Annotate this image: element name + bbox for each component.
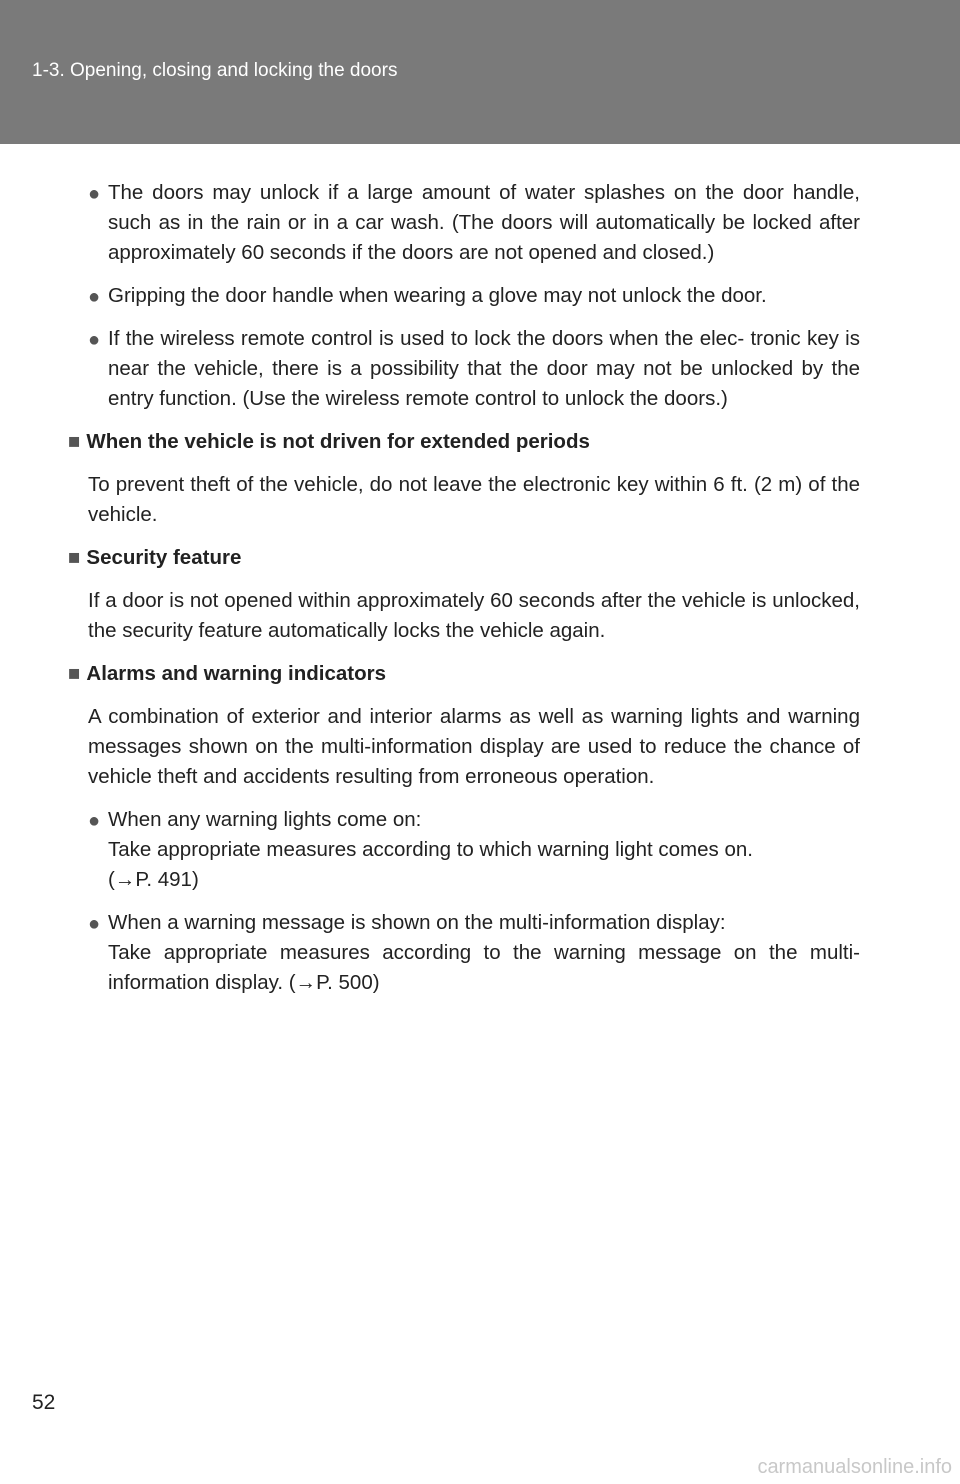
main-content xyxy=(68,178,860,998)
bullet-item xyxy=(88,281,860,311)
section-heading: ■ Alarms and warning indicators xyxy=(68,662,386,685)
bullet-item xyxy=(88,178,860,268)
watermark: carmanualsonline.info xyxy=(757,1456,952,1478)
bullet-text: Take appropriate measures according to which warning light comes on. (→P. 491) xyxy=(108,838,753,891)
bullet-dot-icon: ● xyxy=(88,286,101,308)
section-heading: ■ Security feature xyxy=(68,546,242,569)
section-text: If a door is not opened within approximately 60 seconds after the vehicle is unlocked, the security feature automatically locks the vehicle again. xyxy=(88,589,860,642)
bullet-lead: When any warning lights come on: xyxy=(108,808,422,831)
bullet-text: Take appropriate measures according to the warning message on the multi-information display. (→P. 500) xyxy=(108,941,860,994)
section-text: To prevent theft of the vehicle, do not leave the electronic key within 6 ft. (2 m) of the vehicle. xyxy=(88,473,860,526)
square-bullet-icon: ■ xyxy=(68,546,81,569)
page-header xyxy=(0,0,960,144)
bullet-item xyxy=(88,324,860,414)
bullet-item xyxy=(88,805,860,895)
bullet-dot-icon: ● xyxy=(88,329,101,351)
bullet-text: If the wireless remote control is used to lock the doors when the elec- tronic key is near the vehicle, there is a possibility that the door may not be unlocked by the entry function. (Use the wireless remote control to unlock the doors.) xyxy=(108,327,860,410)
bullet-item xyxy=(88,908,860,998)
section-text: A combination of exterior and interior alarms as well as warning lights and warning messages shown on the multi-information display are used to reduce the chance of vehicle theft and accidents resulting from erroneous operation. xyxy=(88,705,860,788)
bullet-dot-icon: ● xyxy=(88,913,101,935)
square-bullet-icon: ■ xyxy=(68,662,81,685)
bullet-lead: When a warning message is shown on the multi-information display: xyxy=(108,911,726,934)
chapter-title: 1-3. Opening, closing and locking the doors xyxy=(32,60,398,81)
page-number: 52 xyxy=(32,1391,56,1414)
bullet-dot-icon: ● xyxy=(88,810,101,832)
bullet-text: The doors may unlock if a large amount of water splashes on the door handle, such as in the rain or in a car wash. (The doors will automatically be locked after approximately 60 seconds if the doors are not opened and closed.) xyxy=(108,181,860,264)
section-heading: ■ When the vehicle is not driven for extended periods xyxy=(68,430,590,453)
bullet-dot-icon: ● xyxy=(88,183,101,205)
bullet-text: Gripping the door handle when wearing a glove may not unlock the door. xyxy=(108,284,767,307)
square-bullet-icon: ■ xyxy=(68,430,81,453)
